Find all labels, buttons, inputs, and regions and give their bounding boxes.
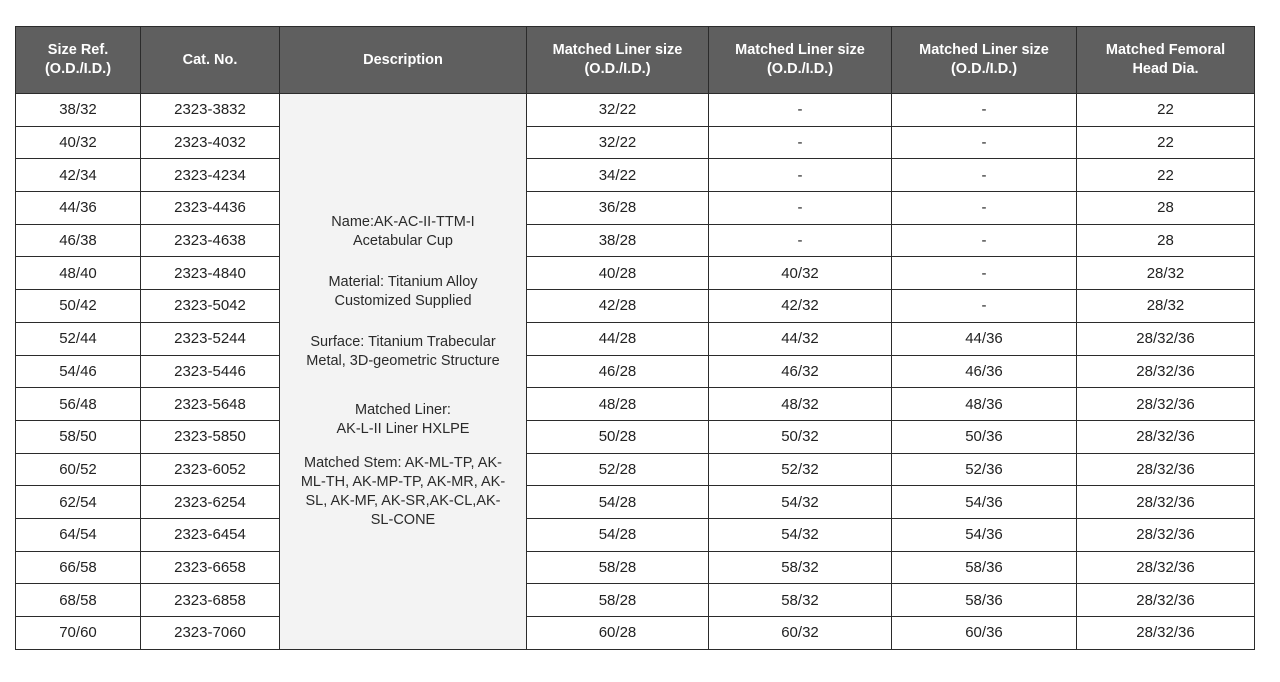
liner-size-1-cell: 40/28 (527, 257, 709, 290)
liner-size-1-cell: 42/28 (527, 290, 709, 323)
cat-no-cell: 2323-6658 (141, 551, 280, 584)
liner-size-2-cell: 44/32 (709, 322, 892, 355)
femoral-head-cell: 22 (1077, 159, 1255, 192)
table-row (16, 192, 1255, 225)
cat-no-cell: 2323-7060 (141, 617, 280, 650)
cat-no-cell: 2323-6052 (141, 453, 280, 486)
femoral-head-cell: 28 (1077, 192, 1255, 225)
table-row (16, 322, 1255, 355)
liner-size-2-cell: - (709, 94, 892, 127)
size-ref-cell: 48/40 (16, 257, 141, 290)
description-stem: Matched Stem: AK-ML-TP, AK- ML-TH, AK-MP-TP, AK-MR, AK- SL, AK-MF, AK-SR,AK-CL,AK- SL-CONE (300, 454, 506, 528)
liner-size-1-cell: 36/28 (527, 192, 709, 225)
description-surface: Surface: Titanium Trabecular Metal, 3D-geometric Structure (306, 333, 500, 369)
femoral-head-cell: 22 (1077, 126, 1255, 159)
liner-size-2-cell: - (709, 192, 892, 225)
table-row (16, 518, 1255, 551)
cat-no-cell: 2323-5648 (141, 388, 280, 421)
liner-size-1-cell: 48/28 (527, 388, 709, 421)
liner-size-3-cell: - (892, 290, 1077, 323)
cat-no-cell: 2323-4840 (141, 257, 280, 290)
size-ref-cell: 38/32 (16, 94, 141, 127)
liner-size-2-cell: - (709, 224, 892, 257)
liner-size-3-cell: - (892, 94, 1077, 127)
femoral-head-cell: 28/32/36 (1077, 584, 1255, 617)
liner-size-3-cell: - (892, 224, 1077, 257)
description-cell (280, 94, 527, 650)
liner-size-2-cell: 50/32 (709, 420, 892, 453)
cat-no-cell: 2323-6454 (141, 518, 280, 551)
header-description: Description (280, 27, 527, 94)
liner-size-3-cell: - (892, 159, 1077, 192)
femoral-head-cell: 22 (1077, 94, 1255, 127)
liner-size-1-cell: 58/28 (527, 551, 709, 584)
liner-size-2-cell: 54/32 (709, 518, 892, 551)
cat-no-cell: 2323-4032 (141, 126, 280, 159)
liner-size-1-cell: 54/28 (527, 518, 709, 551)
table-row (16, 584, 1255, 617)
cat-no-cell: 2323-4436 (141, 192, 280, 225)
cat-no-cell: 2323-6858 (141, 584, 280, 617)
liner-size-1-cell: 38/28 (527, 224, 709, 257)
femoral-head-cell: 28/32/36 (1077, 551, 1255, 584)
table-row (16, 617, 1255, 650)
liner-size-3-cell: 54/36 (892, 486, 1077, 519)
liner-size-3-cell: - (892, 192, 1077, 225)
cat-no-cell: 2323-6254 (141, 486, 280, 519)
liner-size-3-cell: - (892, 126, 1077, 159)
size-ref-cell: 44/36 (16, 192, 141, 225)
liner-size-1-cell: 34/22 (527, 159, 709, 192)
femoral-head-cell: 28/32/36 (1077, 453, 1255, 486)
header-femoral-head: Matched Femoral Head Dia. (1077, 27, 1255, 94)
header-liner-size-1: Matched Liner size (O.D./I.D.) (527, 27, 709, 94)
size-ref-cell: 46/38 (16, 224, 141, 257)
liner-size-1-cell: 60/28 (527, 617, 709, 650)
femoral-head-cell: 28/32/36 (1077, 486, 1255, 519)
liner-size-2-cell: 54/32 (709, 486, 892, 519)
liner-size-1-cell: 50/28 (527, 420, 709, 453)
size-ref-cell: 42/34 (16, 159, 141, 192)
size-ref-cell: 40/32 (16, 126, 141, 159)
size-ref-cell: 60/52 (16, 453, 141, 486)
cat-no-cell: 2323-5446 (141, 355, 280, 388)
liner-size-1-cell: 32/22 (527, 94, 709, 127)
liner-size-3-cell: 60/36 (892, 617, 1077, 650)
size-ref-cell: 66/58 (16, 551, 141, 584)
header-liner-size-3: Matched Liner size (O.D./I.D.) (892, 27, 1077, 94)
cat-no-cell: 2323-4638 (141, 224, 280, 257)
table-row (16, 355, 1255, 388)
size-ref-cell: 70/60 (16, 617, 141, 650)
femoral-head-cell: 28/32/36 (1077, 617, 1255, 650)
liner-size-1-cell: 32/22 (527, 126, 709, 159)
liner-size-3-cell: 44/36 (892, 322, 1077, 355)
liner-size-3-cell: 52/36 (892, 453, 1077, 486)
table-row (16, 159, 1255, 192)
table-row (16, 388, 1255, 421)
femoral-head-cell: 28 (1077, 224, 1255, 257)
liner-size-3-cell: 46/36 (892, 355, 1077, 388)
liner-size-3-cell: 54/36 (892, 518, 1077, 551)
femoral-head-cell: 28/32/36 (1077, 420, 1255, 453)
liner-size-3-cell: - (892, 257, 1077, 290)
liner-size-1-cell: 46/28 (527, 355, 709, 388)
table-row (16, 453, 1255, 486)
size-ref-cell: 52/44 (16, 322, 141, 355)
size-ref-cell: 56/48 (16, 388, 141, 421)
liner-size-2-cell: 60/32 (709, 617, 892, 650)
header-cat-no: Cat. No. (141, 27, 280, 94)
liner-size-2-cell: 40/32 (709, 257, 892, 290)
table-row (16, 126, 1255, 159)
cat-no-cell: 2323-5244 (141, 322, 280, 355)
header-row (16, 27, 1255, 94)
cat-no-cell: 2323-4234 (141, 159, 280, 192)
table-row (16, 257, 1255, 290)
liner-size-1-cell: 44/28 (527, 322, 709, 355)
size-ref-cell: 64/54 (16, 518, 141, 551)
table-row (16, 290, 1255, 323)
liner-size-1-cell: 54/28 (527, 486, 709, 519)
size-ref-cell: 50/42 (16, 290, 141, 323)
liner-size-2-cell: - (709, 126, 892, 159)
header-size-ref: Size Ref. (O.D./I.D.) (16, 27, 141, 94)
header-liner-size-2: Matched Liner size (O.D./I.D.) (709, 27, 892, 94)
liner-size-2-cell: 48/32 (709, 388, 892, 421)
femoral-head-cell: 28/32 (1077, 257, 1255, 290)
liner-size-2-cell: 42/32 (709, 290, 892, 323)
size-ref-cell: 58/50 (16, 420, 141, 453)
femoral-head-cell: 28/32/36 (1077, 322, 1255, 355)
table-row (16, 486, 1255, 519)
description-material: Material: Titanium Alloy Customized Supplied (328, 273, 478, 309)
table-row (16, 551, 1255, 584)
liner-size-3-cell: 50/36 (892, 420, 1077, 453)
femoral-head-cell: 28/32/36 (1077, 388, 1255, 421)
liner-size-2-cell: 52/32 (709, 453, 892, 486)
femoral-head-cell: 28/32 (1077, 290, 1255, 323)
femoral-head-cell: 28/32/36 (1077, 518, 1255, 551)
size-ref-cell: 68/58 (16, 584, 141, 617)
cat-no-cell: 2323-3832 (141, 94, 280, 127)
size-ref-cell: 62/54 (16, 486, 141, 519)
liner-size-2-cell: 46/32 (709, 355, 892, 388)
table-row (16, 420, 1255, 453)
table-row (16, 224, 1255, 257)
description-name: Name:AK-AC-II-TTM-I Acetabular Cup (331, 213, 475, 249)
liner-size-1-cell: 52/28 (527, 453, 709, 486)
cat-no-cell: 2323-5042 (141, 290, 280, 323)
femoral-head-cell: 28/32/36 (1077, 355, 1255, 388)
liner-size-2-cell: - (709, 159, 892, 192)
liner-size-3-cell: 48/36 (892, 388, 1077, 421)
spec-table (15, 26, 1255, 650)
liner-size-2-cell: 58/32 (709, 584, 892, 617)
description-liner: Matched Liner: AK-L-II Liner HXLPE (336, 401, 470, 437)
liner-size-1-cell: 58/28 (527, 584, 709, 617)
size-ref-cell: 54/46 (16, 355, 141, 388)
liner-size-3-cell: 58/36 (892, 551, 1077, 584)
liner-size-2-cell: 58/32 (709, 551, 892, 584)
liner-size-3-cell: 58/36 (892, 584, 1077, 617)
table-row (16, 94, 1255, 127)
cat-no-cell: 2323-5850 (141, 420, 280, 453)
